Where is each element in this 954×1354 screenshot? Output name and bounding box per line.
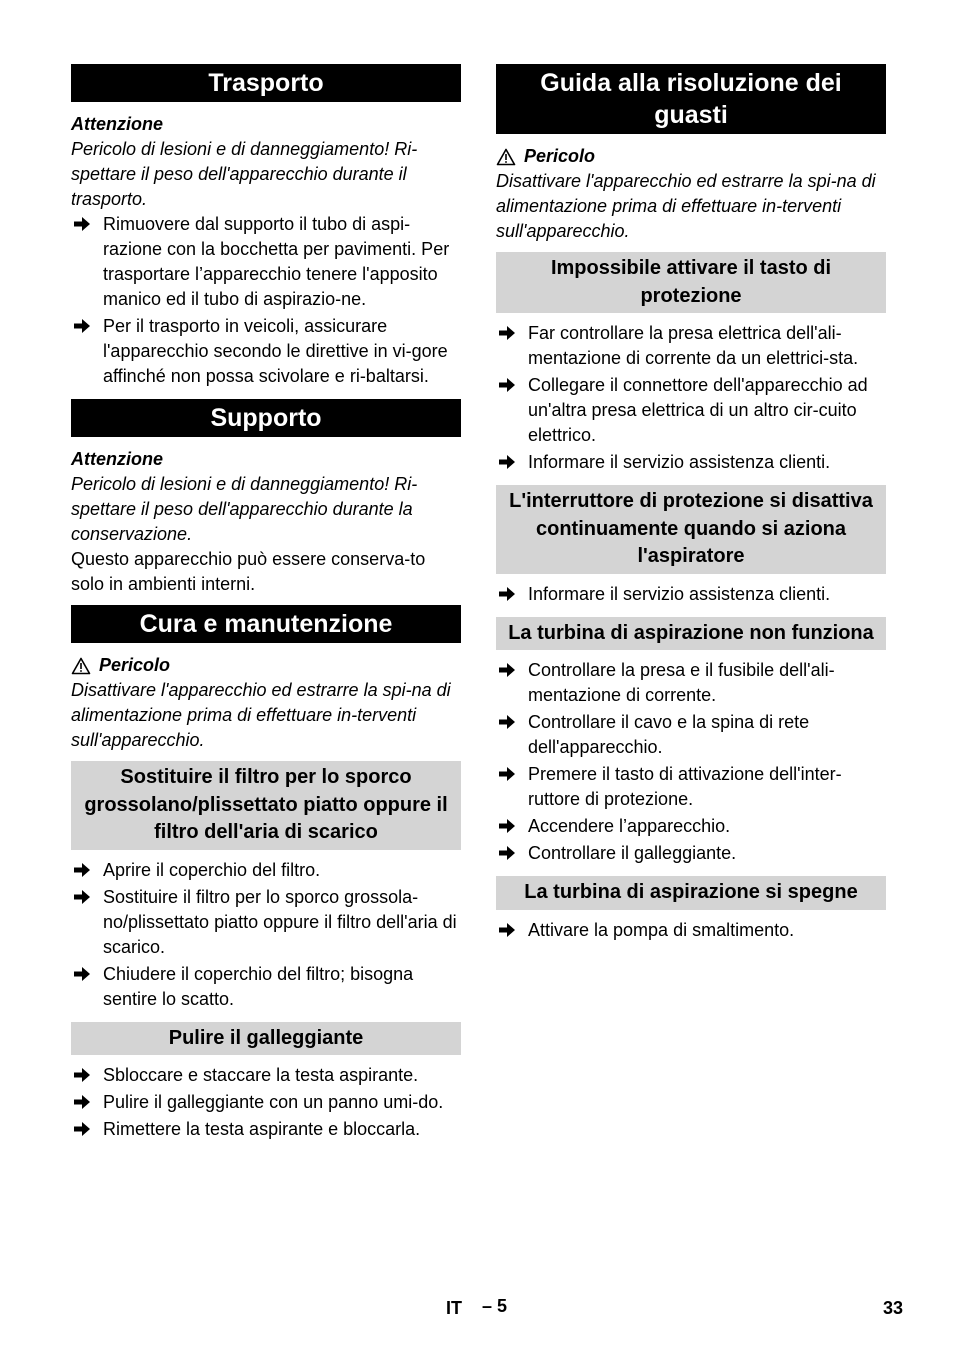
subsection-title-galleggiante: Pulire il galleggiante (71, 1022, 461, 1056)
list-item: Pulire il galleggiante con un panno umi-do. (71, 1090, 461, 1115)
danger-text: Disattivare l'apparecchio ed estrarre la spi-na di alimentazione prima di effettuare in-terventi sull'apparecchio. (496, 171, 876, 241)
s3-list (496, 658, 886, 866)
list-item: Controllare la presa e il fusibile dell'ali-mentazione di corrente. (496, 658, 886, 708)
subsection-title-turbina-non: La turbina di aspirazione non funziona (496, 617, 886, 651)
list-item: Chiudere il coperchio del filtro; bisogna sentire lo scatto. (71, 962, 461, 1012)
danger-title: Pericolo (496, 144, 886, 169)
list-item: Rimettere la testa aspirante e bloccarla. (71, 1117, 461, 1142)
arrow-right-icon (498, 714, 516, 730)
list-item: Far controllare la presa elettrica dell'ali-mentazione di corrente da un elettrici-sta. (496, 321, 886, 371)
arrow-right-icon (498, 662, 516, 678)
list-item: Informare il servizio assistenza clienti. (496, 582, 886, 607)
section-title-trasporto: Trasporto (71, 64, 461, 102)
arrow-right-icon (73, 966, 91, 982)
list-item: Controllare il galleggiante. (496, 841, 886, 866)
list-item: Premere il tasto di attivazione dell'inter-ruttore di protezione. (496, 762, 886, 812)
arrow-right-icon (73, 1094, 91, 1110)
list-item: Sbloccare e staccare la testa aspirante. (71, 1063, 461, 1088)
left-column (71, 64, 461, 1144)
arrow-right-icon (73, 862, 91, 878)
arrow-right-icon (498, 377, 516, 393)
footer-language: IT (446, 1298, 462, 1318)
arrow-right-icon (498, 454, 516, 470)
danger-title: Pericolo (71, 653, 461, 678)
list-item: Rimuovere dal supporto il tubo di aspi-razione con la bocchetta per pavimenti. Per trasportare l’apparecchio tenere l'apposito manico ed il tubo di aspirazio-ne. (71, 212, 461, 312)
subsection-title-turbina-spegne: La turbina di aspirazione si spegne (496, 876, 886, 910)
arrow-right-icon (498, 922, 516, 938)
arrow-right-icon (498, 845, 516, 861)
attention-title: Attenzione (71, 449, 163, 469)
arrow-right-icon (498, 325, 516, 341)
warning-triangle-icon (496, 148, 516, 166)
list-item: Aprire il coperchio del filtro. (71, 858, 461, 883)
list-item: Collegare il connettore dell'apparecchio ad un'altra presa elettrica di un altro cir-cuito elettrico. (496, 373, 886, 448)
s1-list (496, 321, 886, 475)
subsection-title-tasto: Impossibile attivare il tasto di protezione (496, 252, 886, 313)
filtro-list (71, 858, 461, 1012)
attention-text: Pericolo di lesioni e di danneggiamento! Ri-spettare il peso dell'apparecchio durante la conservazione. (71, 474, 418, 544)
attention-text: Pericolo di lesioni e di danneggiamento! Ri-spettare il peso dell'apparecchio durante il trasporto. (71, 139, 418, 209)
arrow-right-icon (73, 1121, 91, 1137)
danger-text: Disattivare l'apparecchio ed estrarre la spi-na di alimentazione prima di effettuare in-terventi sull'apparecchio. (71, 680, 451, 750)
footer-page-number: 33 (883, 1298, 904, 1318)
section-title-guida: Guida alla risoluzione dei guasti (496, 64, 886, 134)
footer-page-label: – 5 (482, 1296, 508, 1316)
list-item: Per il trasporto in veicoli, assicurare l'apparecchio secondo le direttive in vi-gore affinché non possa scivolare e ri-baltarsi. (71, 314, 461, 389)
arrow-right-icon (498, 766, 516, 782)
section-title-supporto: Supporto (71, 399, 461, 437)
list-item: Informare il servizio assistenza clienti. (496, 450, 886, 475)
attention-title: Attenzione (71, 114, 163, 134)
subsection-title-interruttore: L'interruttore di protezione si disattiva continuamente quando si aziona l'aspiratore (496, 485, 886, 574)
list-item: Sostituire il filtro per lo sporco grossola-no/plissettato piatto oppure il filtro dell'aria di scarico. (71, 885, 461, 960)
trasporto-list (71, 212, 461, 389)
s4-list (496, 918, 886, 943)
warning-triangle-icon (71, 657, 91, 675)
subsection-title-filtro: Sostituire il filtro per lo sporco grossolano/plissettato piatto oppure il filtro dell'aria di scarico (71, 761, 461, 850)
right-column (496, 64, 886, 945)
arrow-right-icon (73, 318, 91, 334)
arrow-right-icon (498, 586, 516, 602)
s2-list (496, 582, 886, 607)
list-item: Accendere l’apparecchio. (496, 814, 886, 839)
arrow-right-icon (73, 216, 91, 232)
arrow-right-icon (498, 818, 516, 834)
section-title-cura: Cura e manutenzione (71, 605, 461, 643)
supporto-text: Questo apparecchio può essere conserva-to solo in ambienti interni. (71, 549, 426, 594)
arrow-right-icon (73, 889, 91, 905)
list-item: Controllare il cavo e la spina di rete dell'apparecchio. (496, 710, 886, 760)
list-item: Attivare la pompa di smaltimento. (496, 918, 886, 943)
galleggiante-list (71, 1063, 461, 1142)
arrow-right-icon (73, 1067, 91, 1083)
